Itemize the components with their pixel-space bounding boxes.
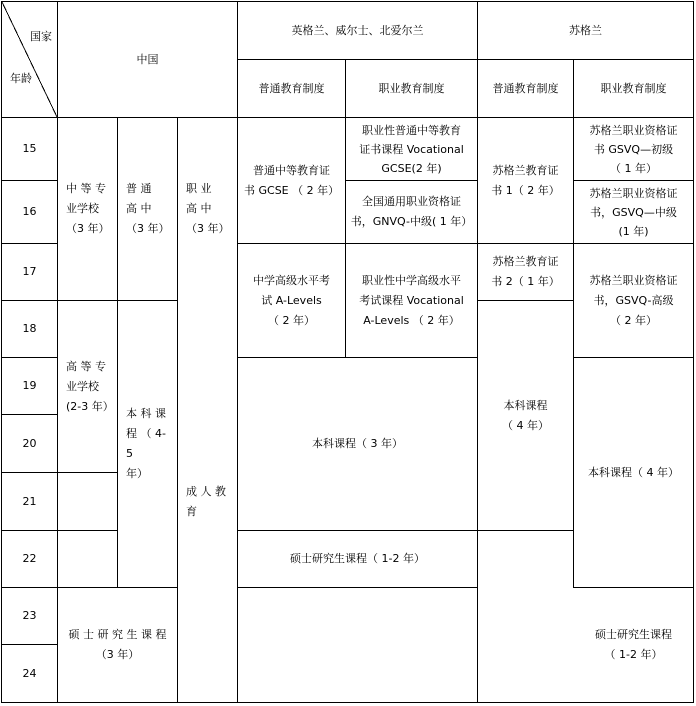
england-undergraduate: 本科课程（ 3 年） <box>312 437 403 450</box>
header-england-group: 英格兰、威尔士、北爱尔兰 <box>291 23 424 37</box>
england-a-levels: 中学高级水平考 试 A-Levels （ 2 年） <box>253 273 330 327</box>
age-18: 18 <box>22 322 37 335</box>
scotland-certificate-2: 苏格兰教育证 书 2（ 1 年） <box>491 255 560 288</box>
header-diagonal <box>2 2 57 117</box>
china-higher-vocational-school: 高 等 专 业学校 (2-3 年） <box>66 359 114 413</box>
china-undergraduate: 本 科 课 程 （ 4-5 年） <box>126 407 166 480</box>
china-adult-education: 成 人 教 育 <box>186 484 226 518</box>
scotland-masters: 硕士研究生课程 （ 1-2 年） <box>595 628 672 661</box>
china-masters: 硕 士 研 究 生 课 程 （3 年） <box>68 628 167 661</box>
header-scotland-group: 苏格兰 <box>569 23 602 37</box>
england-gcse: 普通中等教育证 书 GCSE （ 2 年） <box>244 163 340 197</box>
age-24: 24 <box>22 666 37 680</box>
china-secondary-vocational-school: 中 等 专 业学校 （3 年） <box>66 182 110 235</box>
age-20: 20 <box>22 436 37 450</box>
scotland-gsvq-advanced: 苏格兰职业资格证 书，GSVQ-高级 （ 2 年） <box>589 273 678 327</box>
england-vocational-gcse: 职业性普通中等教育 证书课程 Vocational GCSE(2 年) <box>359 123 464 175</box>
china-general-high-school: 普 通 高 中 （3 年） <box>126 182 170 235</box>
england-gnvq-intermediate: 全国通用职业资格证 书，GNVQ-中级( 1 年） <box>350 195 473 228</box>
header-china: 中国 <box>136 52 159 66</box>
header-england-vocational: 职业教育制度 <box>378 81 445 95</box>
age-17: 17 <box>22 265 37 278</box>
scotland-certificate-1: 苏格兰教育证 书 1（ 2 年） <box>491 163 560 197</box>
age-15: 15 <box>22 142 37 155</box>
header-scotland-general: 普通教育制度 <box>492 81 559 95</box>
header-country-label: 国家 <box>30 30 52 43</box>
header-age-label: 年龄 <box>10 72 32 85</box>
age-23: 23 <box>22 609 37 622</box>
china-vocational-high-school: 职 业 高 中 （3 年） <box>186 182 230 235</box>
age-19: 19 <box>22 379 37 392</box>
scotland-undergraduate-general: 本科课程 （ 4 年） <box>502 398 549 432</box>
scotland-gsvq-intermediate: 苏格兰职业资格证 书，GSVQ—中级 (1 年) <box>589 186 678 238</box>
age-22: 22 <box>22 552 37 565</box>
england-empty-cell <box>238 588 477 702</box>
scotland-undergraduate-vocational: 本科课程（ 4 年） <box>588 465 679 479</box>
age-16: 16 <box>22 205 37 218</box>
header-scotland-vocational: 职业教育制度 <box>600 81 667 95</box>
scotland-gsvq-initial: 苏格兰职业资格证 书 GSVQ—初级 （ 1 年） <box>589 123 678 175</box>
age-21: 21 <box>22 494 37 508</box>
header-england-general: 普通教育制度 <box>258 81 325 95</box>
scotland-empty-cell <box>478 531 573 702</box>
england-masters: 硕士研究生课程（ 1-2 年） <box>290 552 425 565</box>
england-vocational-a-levels: 职业性中学高级水平 考试课程 Vocational A-Levels （ 2 年） <box>359 273 464 327</box>
